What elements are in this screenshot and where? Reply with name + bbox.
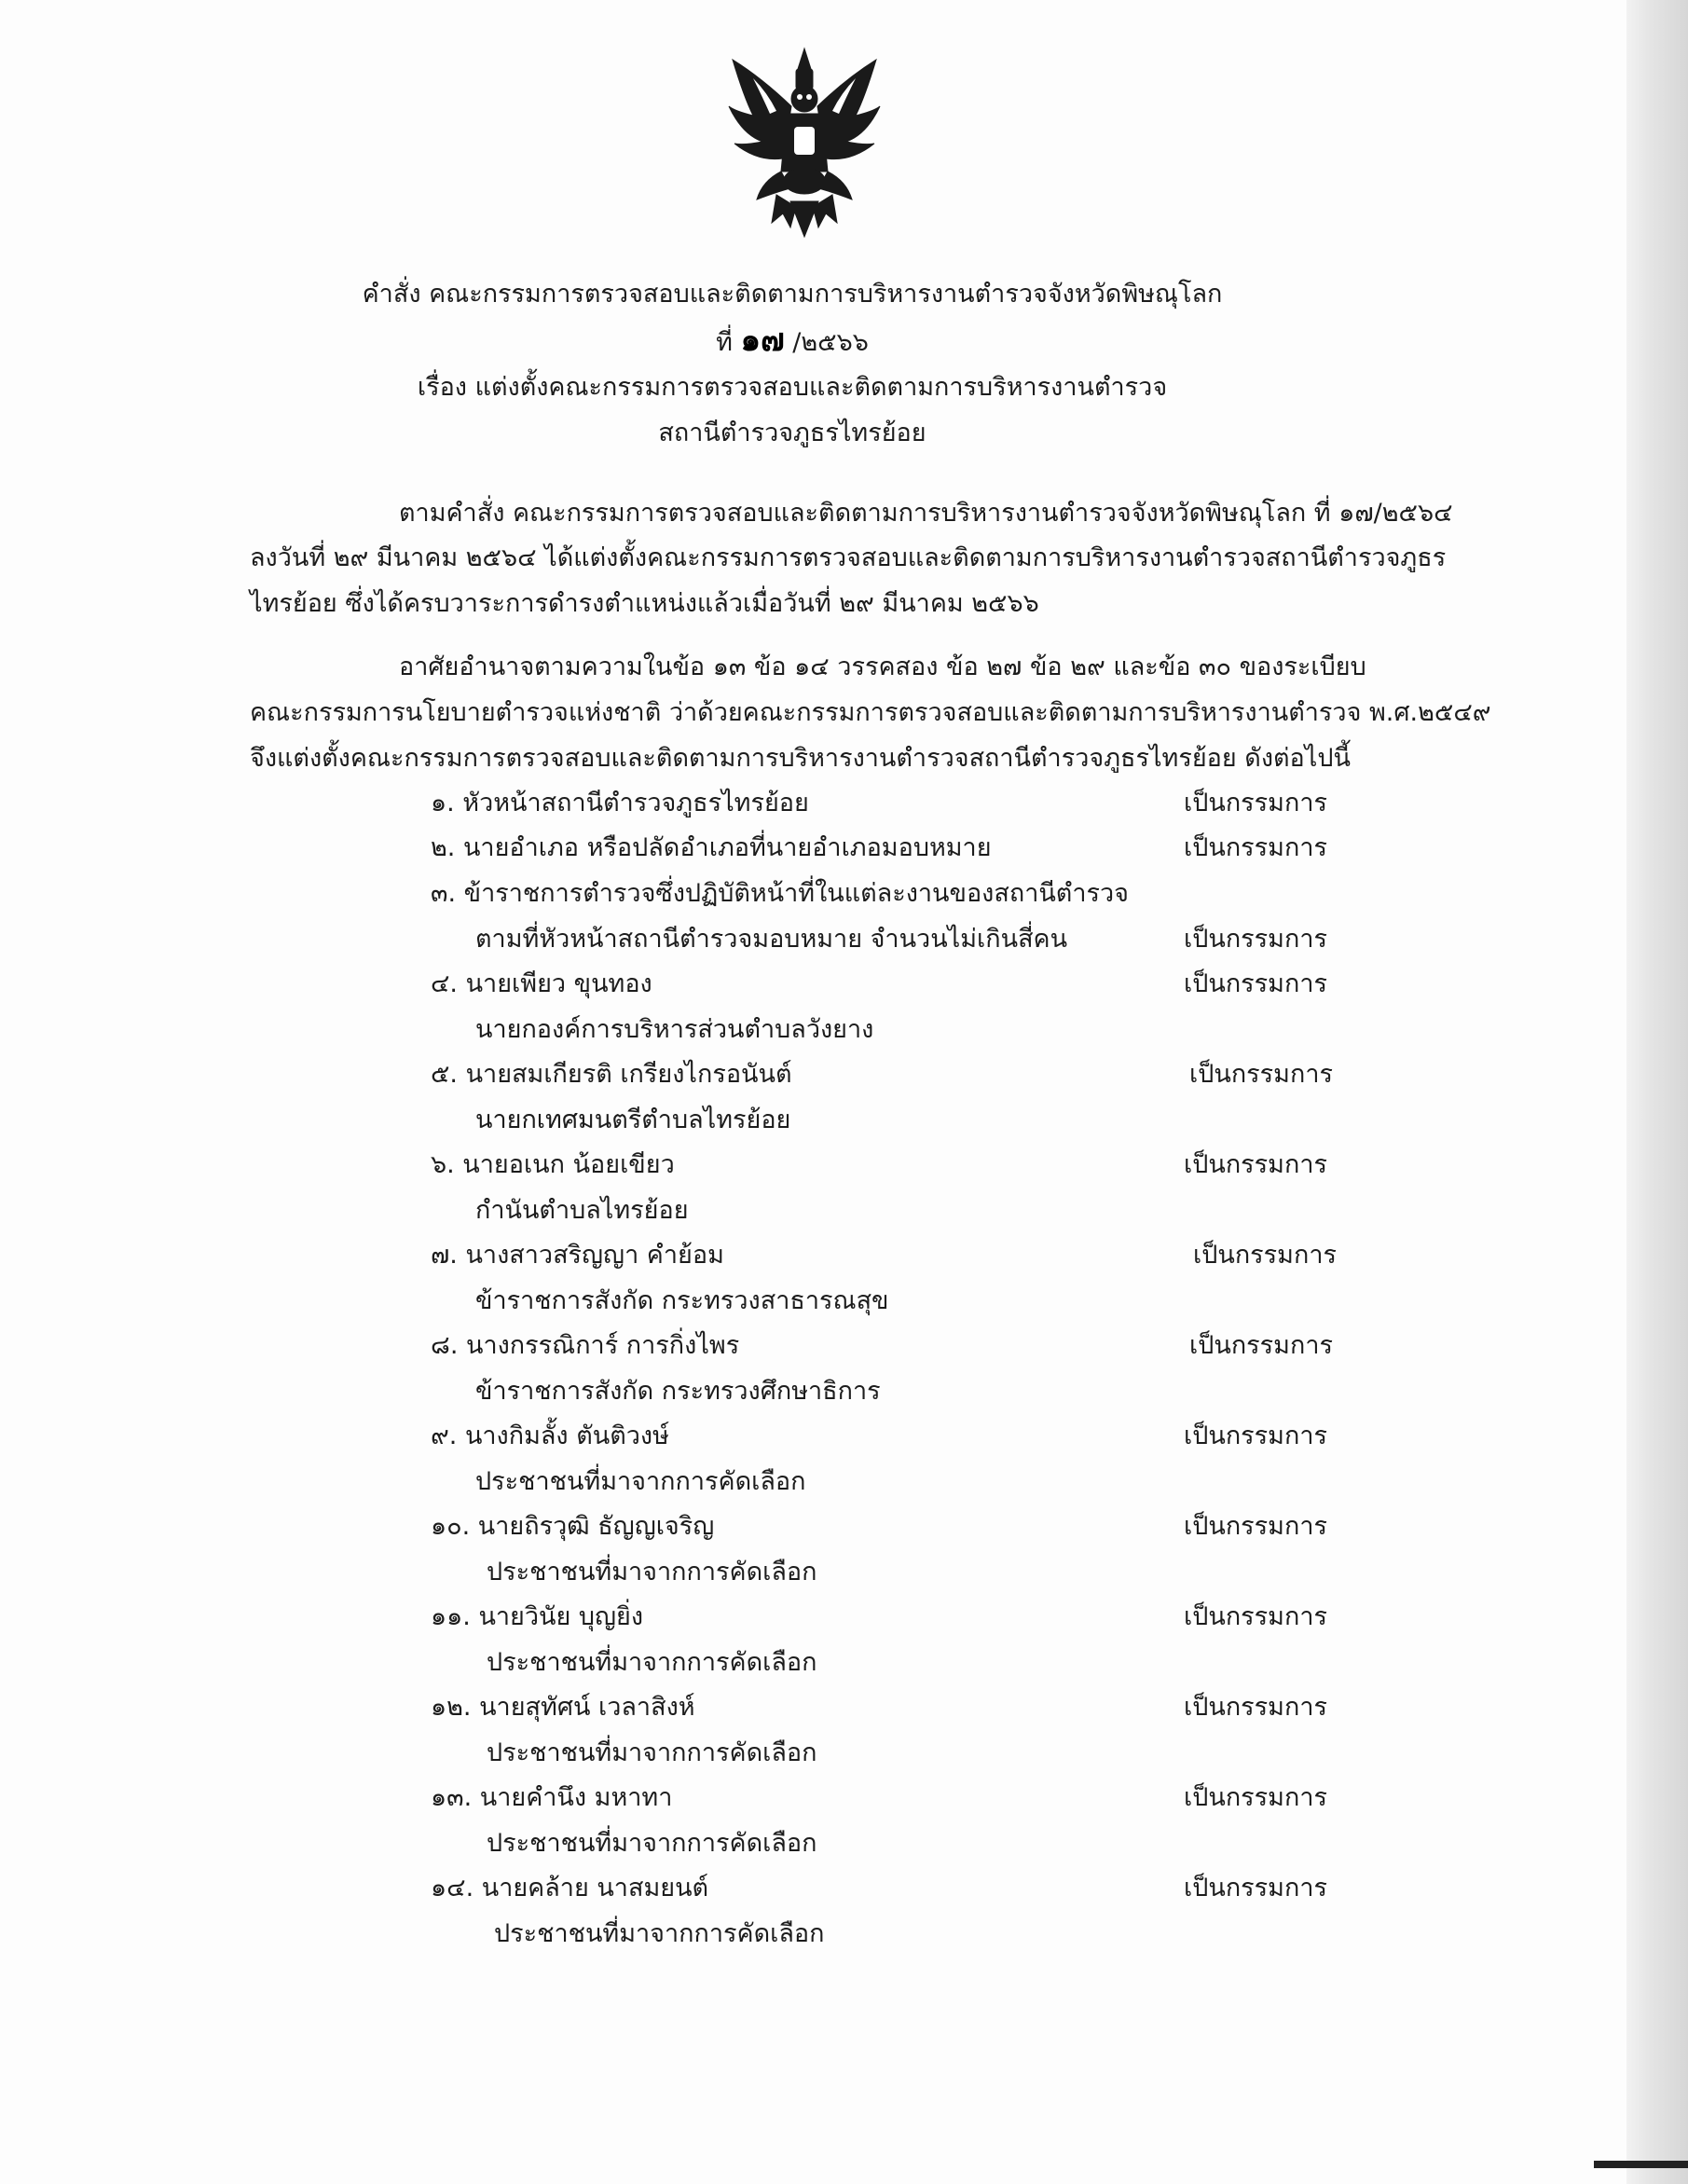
member-14-role: เป็นกรรมการ <box>1184 1874 1327 1902</box>
member-4-name: ๔. นายเพียว ขุนทอง <box>431 969 652 998</box>
member-7-role: เป็นกรรมการ <box>1193 1241 1337 1270</box>
subject-line-2: สถานีตำรวจภูธรไทรย้อย <box>658 419 926 447</box>
member-12-detail: ประชาชนที่มาจากการคัดเลือก <box>487 1738 817 1767</box>
scan-edge-shadow <box>1626 0 1688 2184</box>
member-12-name: ๑๒. นายสุทัศน์ เวลาสิงห์ <box>431 1693 695 1722</box>
order-title: คำสั่ง คณะกรรมการตรวจสอบและติดตามการบริหารงานตำรวจจังหวัดพิษณุโลก <box>362 280 1223 309</box>
garuda-emblem-icon <box>725 41 884 241</box>
member-13-role: เป็นกรรมการ <box>1184 1783 1327 1812</box>
member-9-name: ๙. นางกิมลั้ง ตันติวงษ์ <box>431 1422 669 1450</box>
member-10-detail: ประชาชนที่มาจากการคัดเลือก <box>487 1558 817 1586</box>
order-number-line <box>0 314 1585 364</box>
para1-line3: ไทรย้อย ซึ่งได้ครบวาระการดำรงตำแหน่งแล้วเมื่อวันที่ ๒๙ มีนาคม ๒๕๖๖ <box>250 589 1039 618</box>
member-8-role: เป็นกรรมการ <box>1189 1331 1333 1360</box>
order-number: ๑๗ <box>740 322 785 359</box>
member-10-role: เป็นกรรมการ <box>1184 1512 1327 1541</box>
para2-line2: คณะกรรมการนโยบายตำรวจแห่งชาติ ว่าด้วยคณะกรรมการตรวจสอบและติดตามการบริหารงานตำรวจ พ.ศ.๒๕๔๙ <box>250 698 1491 727</box>
member-8-name: ๘. นางกรรณิการ์ การกิ่งไพร <box>431 1331 740 1360</box>
member-5-detail: นายกเทศมนตรีตำบลไทรย้อย <box>475 1106 791 1134</box>
member-6-detail: กำนันตำบลไทรย้อย <box>475 1196 689 1225</box>
member-7-detail: ข้าราชการสังกัด กระทรวงสาธารณสุข <box>475 1286 889 1315</box>
member-11-detail: ประชาชนที่มาจากการคัดเลือก <box>487 1648 817 1677</box>
para1-line2: ลงวันที่ ๒๙ มีนาคม ๒๕๖๔ ได้แต่งตั้งคณะกรรมการตรวจสอบและติดตามการบริหารงานตำรวจสถานีตำรวจภูธร <box>250 543 1447 572</box>
para1-line1: ตามคำสั่ง คณะกรรมการตรวจสอบและติดตามการบริหารงานตำรวจจังหวัดพิษณุโลก ที่ ๑๗/๒๕๖๔ <box>399 499 1453 528</box>
member-3-name: ๓. ข้าราชการตำรวจซึ่งปฏิบัติหน้าที่ในแต่ละงานของสถานีตำรวจ <box>431 879 1129 908</box>
member-2-role: เป็นกรรมการ <box>1184 833 1327 862</box>
member-2-name: ๒. นายอำเภอ หรือปลัดอำเภอที่นายอำเภอมอบหมาย <box>431 833 992 862</box>
member-14-detail: ประชาชนที่มาจากการคัดเลือก <box>494 1919 825 1948</box>
member-1-role: เป็นกรรมการ <box>1184 789 1327 817</box>
scan-mark <box>1594 2161 1688 2168</box>
member-9-detail: ประชาชนที่มาจากการคัดเลือก <box>475 1467 806 1496</box>
para2-line1: อาศัยอำนาจตามความในข้อ ๑๓ ข้อ ๑๔ วรรคสอง ข้อ ๒๗ ข้อ ๒๙ และข้อ ๓๐ ของระเบียบ <box>399 652 1366 681</box>
member-13-detail: ประชาชนที่มาจากการคัดเลือก <box>487 1829 817 1858</box>
member-8-detail: ข้าราชการสังกัด กระทรวงศึกษาธิการ <box>475 1377 881 1406</box>
member-9-role: เป็นกรรมการ <box>1184 1422 1327 1450</box>
member-14-name: ๑๔. นายคล้าย นาสมยนต์ <box>431 1874 709 1902</box>
member-5-name: ๕. นายสมเกียรติ เกรียงไกรอนันต์ <box>431 1060 792 1089</box>
subject-line-1: เรื่อง แต่งตั้งคณะกรรมการตรวจสอบและติดตามการบริหารงานตำรวจ <box>417 373 1168 402</box>
para2-line3: จึงแต่งตั้งคณะกรรมการตรวจสอบและติดตามการบริหารงานตำรวจสถานีตำรวจภูธรไทรย้อย ดังต่อไปนี้ <box>250 744 1351 773</box>
member-3-role: เป็นกรรมการ <box>1184 925 1327 954</box>
member-5-role: เป็นกรรมการ <box>1189 1060 1333 1089</box>
member-6-name: ๖. นายอเนก น้อยเขียว <box>431 1150 675 1179</box>
member-11-role: เป็นกรรมการ <box>1184 1602 1327 1631</box>
member-4-role: เป็นกรรมการ <box>1184 969 1327 998</box>
member-12-role: เป็นกรรมการ <box>1184 1693 1327 1722</box>
member-11-name: ๑๑. นายวินัย บุญยิ่ง <box>431 1602 644 1631</box>
order-prefix: ที่ <box>716 328 733 357</box>
member-13-name: ๑๓. นายคำนึง มหาทา <box>431 1783 673 1812</box>
member-1-name: ๑. หัวหน้าสถานีตำรวจภูธรไทรย้อย <box>431 789 809 817</box>
order-year: /๒๕๖๖ <box>792 328 869 357</box>
member-7-name: ๗. นางสาวสริญญา คำย้อม <box>431 1241 724 1270</box>
member-3-detail: ตามที่หัวหน้าสถานีตำรวจมอบหมาย จำนวนไม่เกินสี่คน <box>475 925 1068 954</box>
member-6-role: เป็นกรรมการ <box>1184 1150 1327 1179</box>
member-4-detail: นายกองค์การบริหารส่วนตำบลวังยาง <box>475 1015 874 1044</box>
member-10-name: ๑๐. นายถิรวุฒิ ธัญญเจริญ <box>431 1512 715 1541</box>
